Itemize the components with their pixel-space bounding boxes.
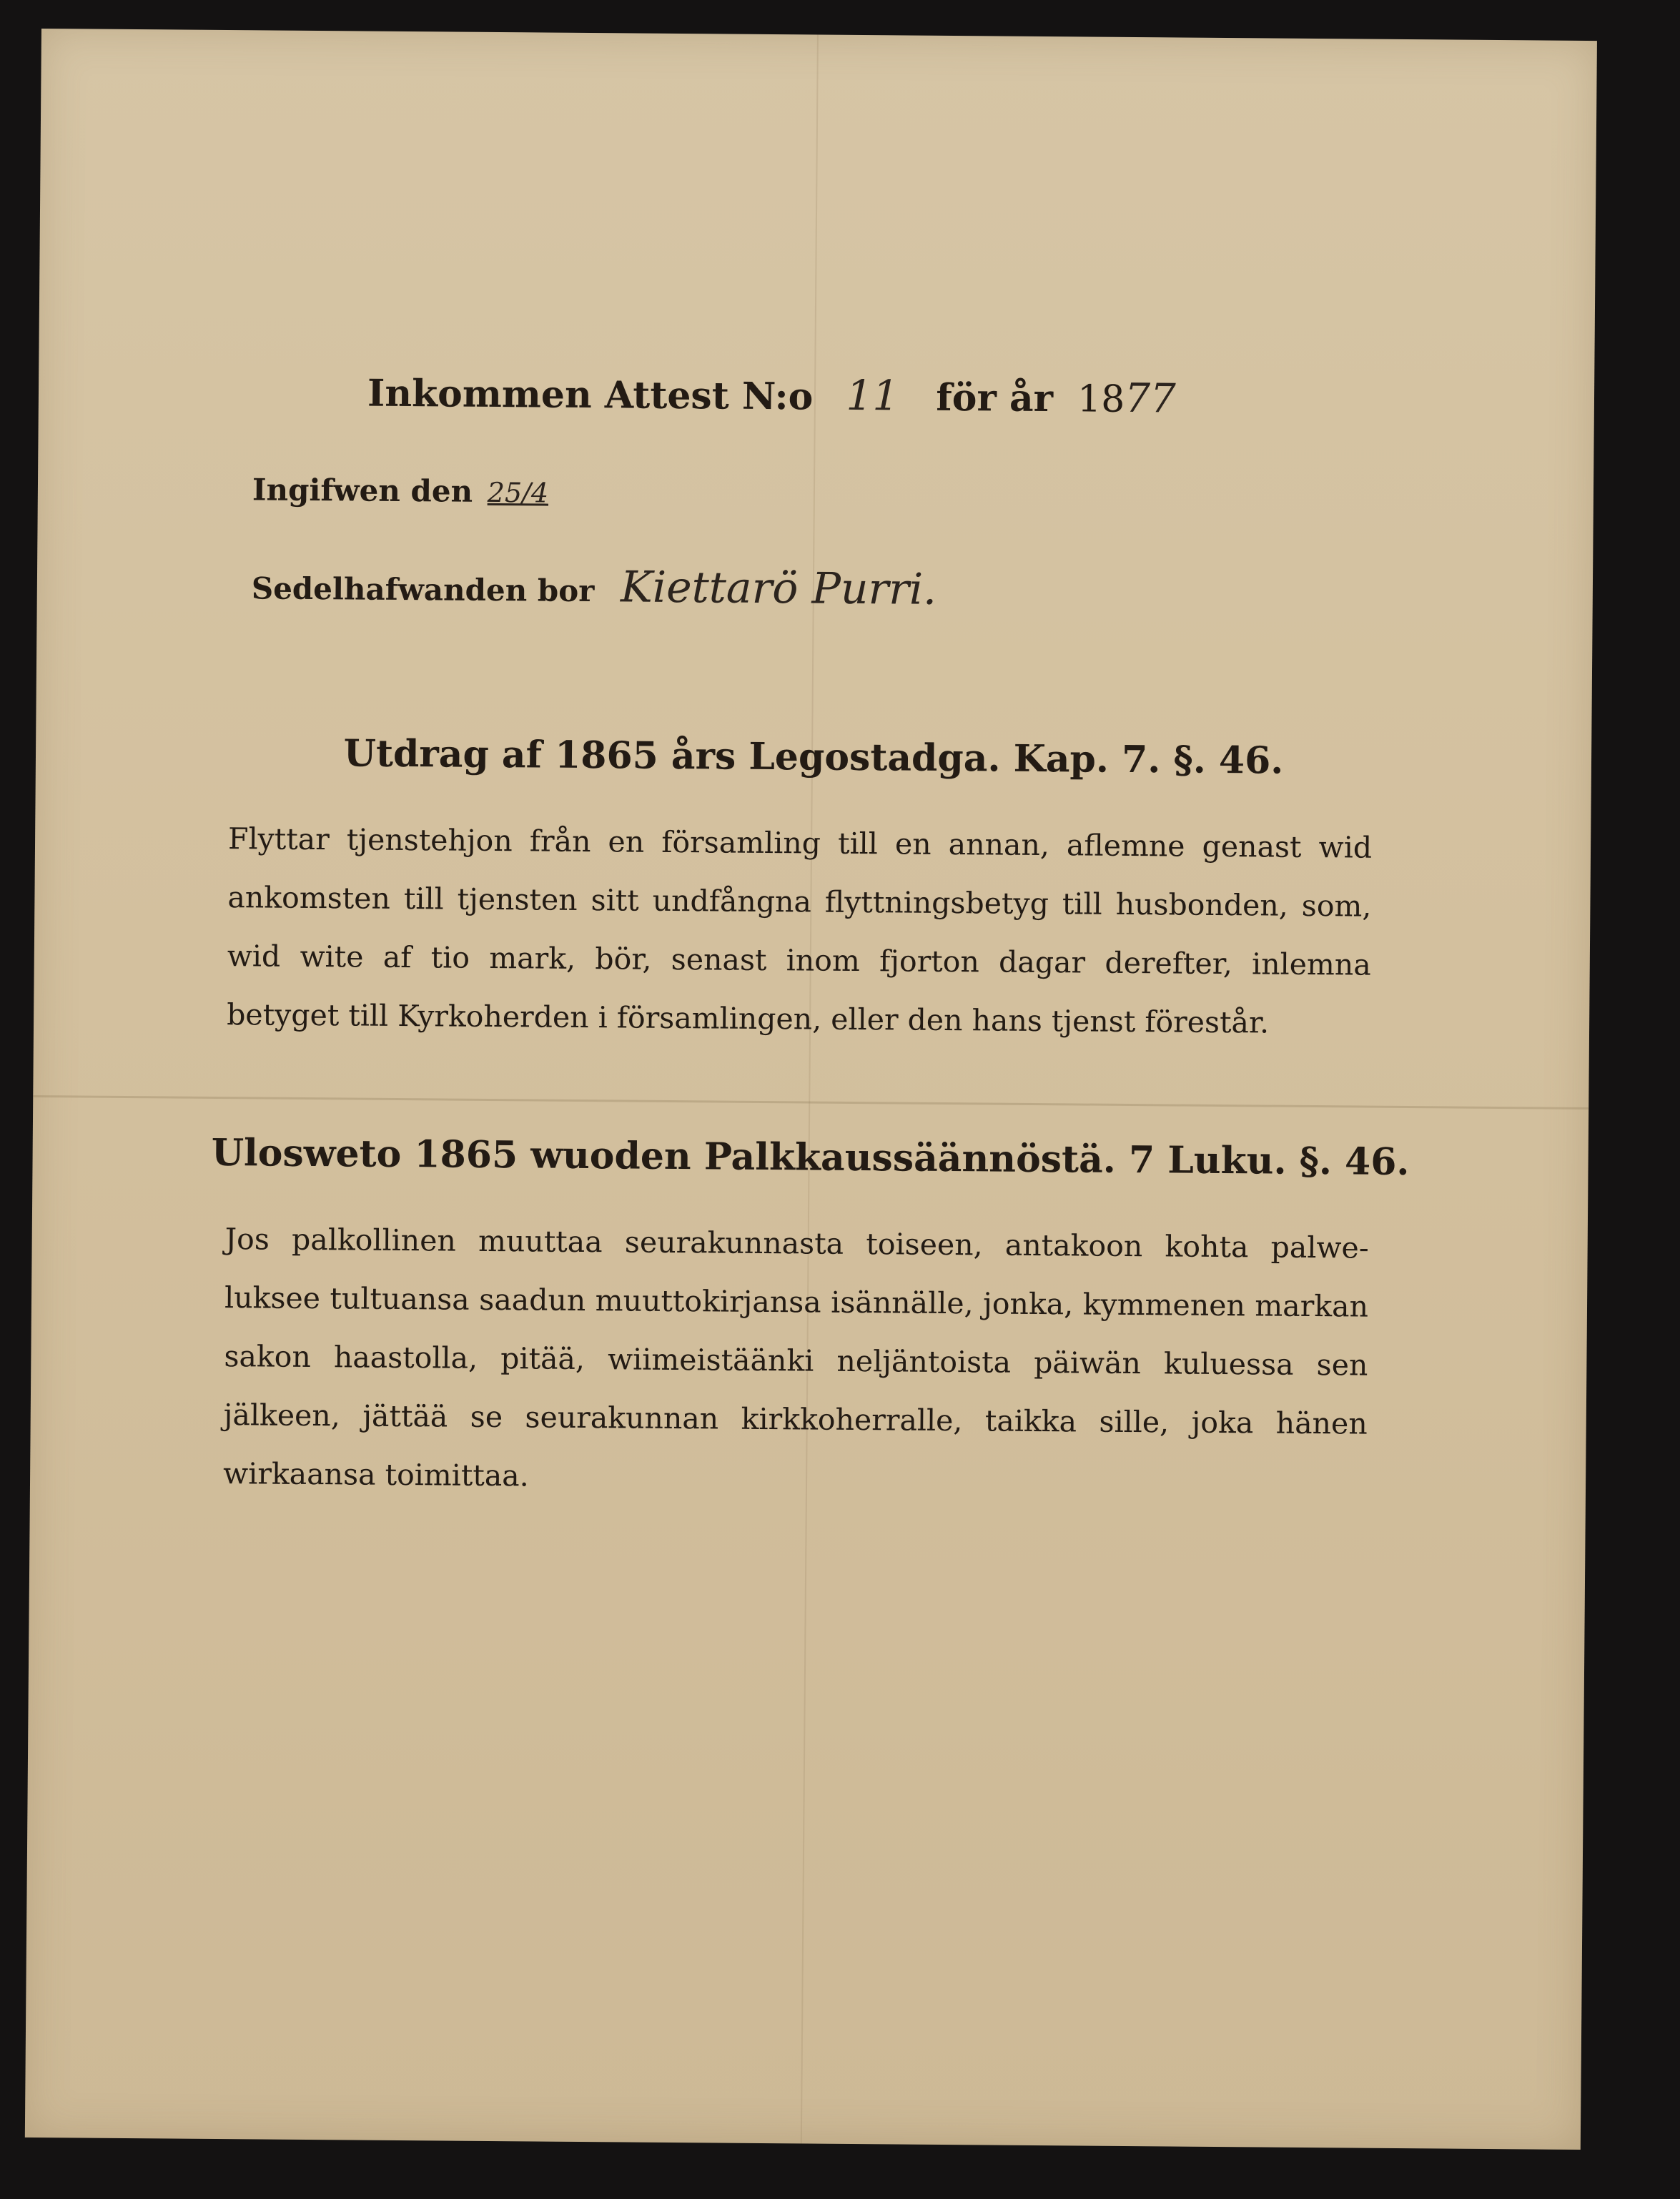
- finnish-section-text: Jos palkollinen muuttaa seurakunnasta toiseen, antakoon kohta palwe-luksee tultuansa saadun muuttokirjansa isännälle, jonka, kymmenen markan sakon haastolla, pitää, wiimeistäänki neljäntoista päiwän kuluessa sen jälkeen, jättää se seurakunnan kirkkoherralle, taikka sille, joka hänen wirkaansa toimittaa.: [222, 1222, 1369, 1493]
- attest-year-printed: 18: [1077, 377, 1125, 421]
- attest-heading-prefix: Inkommen Attest N:o: [367, 371, 814, 419]
- filed-label: Ingifwen den: [252, 472, 473, 509]
- attest-number: 11: [846, 370, 899, 420]
- residence-label: Sedelhafwanden bor: [251, 570, 595, 609]
- attest-year-handwritten: 77: [1125, 375, 1176, 422]
- residence-line: [252, 559, 937, 615]
- horizontal-fold-crease: [33, 1095, 1588, 1110]
- paper-sheet: [25, 29, 1597, 2150]
- swedish-section-text: Flyttar tjenstehjon från en församling till en annan, aflemne genast wid ankomsten till tjensten sitt undfångna flyttningsbetyg till husbonden, som, wid wite af tio mark, bör, senast inom fjorton dagar derefter, inlemna betyget till Kyrkoherden i församlingen, eller den hans tjenst förestår.: [226, 821, 1373, 1040]
- vertical-fold-crease: [801, 35, 819, 2144]
- attest-heading: [367, 367, 1176, 422]
- residence-place: Kiettarö Purri.: [620, 562, 937, 615]
- filed-date-line: [252, 472, 549, 509]
- filed-date: 25/4: [487, 476, 549, 509]
- swedish-section-title: Utdrag af 1865 års Legostadga. Kap. 7. §. 46.: [343, 731, 1284, 783]
- attest-heading-middle: för år: [936, 375, 1054, 421]
- finnish-section-title: Ulosweto 1865 wuoden Palkkaussäännöstä. 7 Luku. §. 46.: [211, 1130, 1410, 1185]
